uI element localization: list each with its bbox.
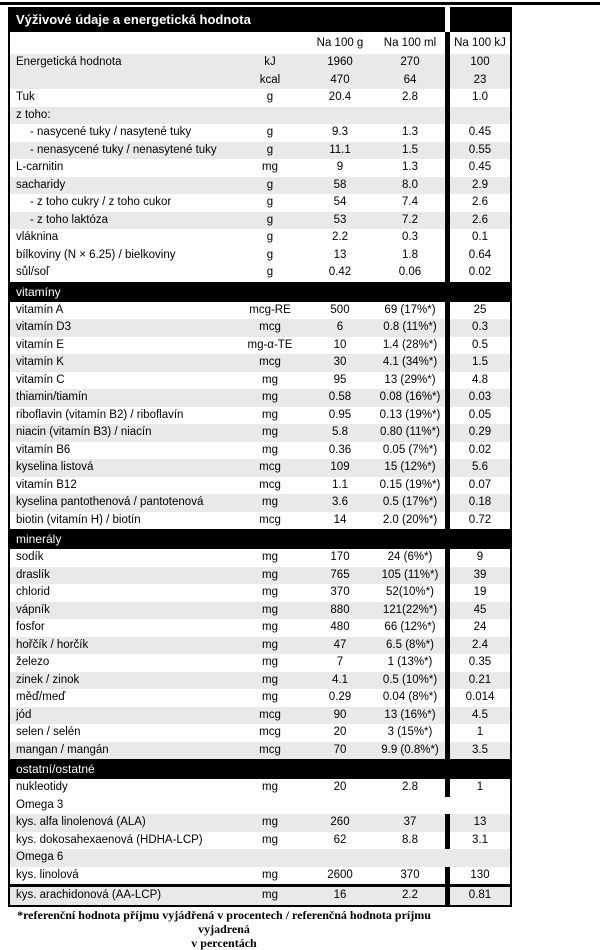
value-per-100ml: 0.8 (11%*) [383,321,437,333]
value-per-100g [305,797,375,815]
row-label: - z toho cukry / z toho cukor [30,196,172,208]
value-per-100kj: 1.0 [445,89,510,107]
value-per-100g: 0.36 [328,443,352,456]
value-per-100ml: 4.1 (34%*) [382,356,438,368]
value-per-100ml: 1.8 [402,248,418,261]
row-label: - nenasycené tuky / nenasytené tuky [30,143,217,156]
value-per-100kj: 1 [445,779,510,797]
row-unit: mcg [259,356,281,368]
row-label: sůl/soľ [16,266,50,278]
row-label: zinek / zinok [16,673,80,686]
value-per-100ml: 0.04 (8%*) [382,691,438,703]
row-label: Energetická hodnota [16,56,122,68]
value-per-100kj: 0.45 [445,159,510,177]
table-row [10,849,510,867]
row-unit-line1: kJ [264,56,276,68]
row-label: Tuk [16,91,35,103]
row-label: hořčík / horčík [16,638,89,651]
row-unit: mcg [259,461,281,473]
table-title-row [10,7,510,32]
table-row [10,247,510,265]
table-row [10,832,510,850]
value-per-100g: 90 [333,708,347,721]
row-unit: mg-α-TE [247,338,293,351]
row-label: sodík [16,551,44,563]
table-row [10,302,510,320]
value-per-100kj [445,107,510,125]
value-per-100ml: 6.5 (8%*) [386,638,434,651]
value-per-100kj: 3.5 [445,742,510,760]
row-unit: mg [262,638,278,651]
table-row [10,637,510,655]
value-per-100ml: 7.2 [402,213,418,226]
value-per-100kj [445,849,510,867]
value-per-100kj: 45 [445,602,510,620]
value-per-100ml: 24 (6%*) [387,551,433,563]
value-per-100g: 880 [330,603,350,616]
value-per-100g: 4.1 [332,673,348,686]
row-label: niacin (vitamín B3) / niacín [16,426,152,438]
row-label: vitamín B12 [16,478,77,491]
value-per-100ml: 69 (17%*) [384,303,436,316]
row-unit: mg [262,391,278,403]
value-per-100g: 109 [330,461,350,473]
row-label: kys. alfa linolenová (ALA) [16,816,146,828]
value-per-100g: 53 [333,213,347,226]
table-row [10,229,510,247]
value-per-100g: 20 [333,726,347,738]
value-per-100ml: 1.3 [402,126,418,138]
row-label: vitamín A [16,303,64,316]
title-kj-cap [450,7,510,32]
row-unit: g [266,91,274,103]
value-per-100g: 0.29 [328,691,352,703]
value-per-100g: 95 [333,373,347,386]
row-unit: g [266,178,274,191]
table-row [10,89,510,107]
footnote [0,908,448,950]
value-per-100g: 370 [330,586,350,598]
value-per-100ml: 0.13 (19%*) [379,408,441,421]
value-per-100g: 10 [333,338,347,351]
table-row [10,884,510,905]
table-row [10,264,510,282]
value-per-100ml-line1: 270 [400,56,420,68]
value-per-100kj: 0.72 [445,512,510,530]
row-label: Omega 6 [16,851,64,863]
table-row [10,689,510,707]
top-rule [0,2,600,5]
value-per-100g: 1.1 [332,478,348,491]
table-row [10,567,510,585]
row-unit: mg [262,586,278,598]
value-per-100ml: 1.4 (28%*) [382,338,438,351]
row-unit: g [266,143,274,156]
value-per-100g: 0.42 [328,266,352,278]
row-label: vitamín D3 [16,321,71,333]
table-row [10,337,510,355]
section-header: ostatní/ostatné [10,759,510,779]
value-per-100g: 3.6 [332,496,348,508]
value-per-100g: 260 [330,816,350,828]
row-unit: mg [262,781,278,793]
value-per-100ml: 9.9 (0.8%*) [381,743,439,756]
value-per-100g: 2.2 [332,231,348,243]
table-row [10,797,510,815]
table-row [10,779,510,797]
value-per-100kj: 0.1 [445,229,510,247]
value-per-100kj: 0.02 [445,264,510,282]
table-row [10,584,510,602]
value-per-100g-line1: 1960 [327,56,353,68]
table-row [10,549,510,567]
value-per-100kj: 0.21 [445,672,510,690]
value-per-100ml: 0.06 [398,266,422,278]
value-per-100g: 500 [330,303,350,316]
table-row [10,407,510,425]
value-per-100kj: 0.29 [445,424,510,442]
row-unit: mcg [259,743,281,756]
table-row [10,814,510,832]
row-label: vitamín E [16,338,64,351]
row-unit: mg [262,603,278,616]
table-row [10,319,510,337]
row-unit: mg [262,568,278,581]
table-row [10,724,510,742]
table-row [10,372,510,390]
value-per-100kj: 4.5 [445,707,510,725]
value-per-100g [305,107,375,125]
row-label: kys. dokosahexaenová (HDHA-LCP) [16,833,203,846]
value-per-100kj: 0.07 [445,477,510,495]
row-unit: mg [262,816,278,828]
row-label: thiamin/tiamín [16,391,88,403]
value-per-100kj: 39 [445,567,510,585]
row-unit: mg [262,161,278,173]
row-unit: g [266,248,274,261]
row-unit: mcg [259,708,281,721]
row-unit: mg [262,833,278,846]
value-per-100ml: 13 (16%*) [384,708,436,721]
value-per-100ml: 0.80 (11%*) [380,426,440,438]
value-per-100ml: 1.5 [402,143,418,156]
table-row [10,477,510,495]
value-per-100g: 70 [333,743,347,756]
row-unit: mg [262,673,278,686]
value-per-100kj: 2.4 [445,637,510,655]
row-label: kys. linolová [16,868,79,881]
table-body [10,54,510,905]
value-per-100ml: 2.8 [402,91,418,103]
row-label: kys. arachidonová (AA-LCP) [16,889,162,901]
value-per-100ml: 0.05 (7%*) [382,443,438,456]
row-label: vitamín B6 [16,443,71,456]
value-per-100ml: 52(10%*) [386,586,434,598]
value-per-100kj: 130 [445,867,510,885]
value-per-100kj: 0.55 [445,142,510,160]
row-label: sacharidy [16,178,66,191]
value-per-100g: 20.4 [328,91,352,103]
value-per-100kj: 24 [445,619,510,637]
value-per-100kj: 0.18 [445,494,510,512]
value-per-100g: 14 [333,513,347,526]
row-unit: mcg [259,478,281,491]
table-row [10,159,510,177]
table-row [10,177,510,195]
value-per-100ml: 8.8 [402,833,418,846]
value-per-100ml: 0.08 (16%*) [379,391,441,403]
value-per-100g: 480 [330,621,350,633]
row-unit: g [266,213,274,226]
table-row [10,212,510,230]
table-row [10,867,510,885]
row-unit: mg [262,691,278,703]
value-per-100g: 0.95 [328,408,352,421]
row-label: vláknina [16,231,59,243]
row-label: mangan / mangán [16,743,109,756]
row-unit [235,849,305,867]
row-label: L-carnitin [16,161,64,173]
row-unit [235,54,305,89]
table-row [10,494,510,512]
value-per-100ml: 0.15 (19%*) [379,478,441,491]
table-row [10,107,510,125]
value-per-100kj-line2: 23 [473,73,487,86]
row-unit: mcg-RE [249,303,291,316]
value-per-100ml: 0.5 (10%*) [382,673,438,686]
value-per-100g [305,849,375,867]
value-per-100g: 9.3 [332,126,348,138]
row-label: jód [16,708,32,721]
row-unit [235,797,305,815]
value-per-100kj: 25 [445,302,510,320]
value-per-100g: 30 [333,356,347,368]
row-unit: mg [262,408,278,421]
value-per-100ml: 2.8 [402,781,418,793]
row-unit: mg [262,889,278,901]
table-row [10,142,510,160]
value-per-100kj: 1 [445,724,510,742]
value-per-100kj: 4.8 [445,372,510,390]
nutrition-table [8,7,512,907]
value-per-100ml [375,54,445,89]
value-per-100kj: 0.03 [445,389,510,407]
row-label: - z toho laktóza [30,213,108,226]
table-row [10,672,510,690]
value-per-100ml: 0.5 (17%*) [382,496,438,508]
row-unit: mg [262,373,278,386]
value-per-100g: 47 [333,638,347,651]
value-per-100g: 170 [330,551,350,563]
value-per-100g: 11.1 [329,143,351,156]
row-label: železo [16,656,50,668]
column-header-per-100g: Na 100 g [316,37,364,49]
value-per-100kj: 0.3 [445,319,510,337]
value-per-100ml: 2.0 (20%*) [382,513,438,526]
value-per-100kj: 5.6 [445,459,510,477]
value-per-100kj-line1: 100 [470,56,490,68]
table-row [10,124,510,142]
footnote-line1: *referenční hodnota příjmu vyjádřená v procentech / referenčná hodnota príjmu vyjadrená [17,908,431,936]
row-label: vitamín C [16,373,65,386]
row-unit: mg [262,868,278,881]
row-unit: g [266,266,274,278]
row-unit: mg [262,551,278,563]
value-per-100ml-line2: 64 [403,73,417,86]
row-unit: mg [262,426,278,438]
table-row [10,602,510,620]
table-row [10,54,510,89]
table-row [10,619,510,637]
value-per-100g: 20 [333,781,347,793]
value-per-100ml: 15 (12%*) [384,461,436,473]
table-row [10,459,510,477]
row-label: nukleotidy [16,781,68,793]
value-per-100kj: 0.81 [445,887,510,905]
value-per-100kj: 0.05 [445,407,510,425]
value-per-100g: 2600 [327,868,353,881]
row-label: kyselina listová [16,461,94,473]
row-label: draslík [16,568,50,581]
row-unit: mcg [259,513,281,526]
value-per-100ml [375,849,445,867]
value-per-100g: 13 [333,248,347,261]
row-label: - nasycené tuky / nasytené tuky [30,126,192,138]
value-per-100g: 58 [333,178,347,191]
value-per-100ml: 66 (12%*) [384,621,436,633]
value-per-100kj [445,54,510,89]
value-per-100g [305,54,375,89]
value-per-100kj: 0.014 [445,689,510,707]
value-per-100g: 9 [336,161,344,173]
value-per-100kj: 0.35 [445,654,510,672]
value-per-100ml: 370 [400,868,420,881]
section-header: minerály [10,529,510,549]
value-per-100ml [375,107,445,125]
table-row [10,707,510,725]
row-label: fosfor [16,621,45,633]
row-unit: mcg [259,726,281,738]
column-header-spacer [10,32,235,54]
row-label: selen / selén [16,726,81,738]
row-label: vápník [16,603,50,616]
row-unit: g [266,126,274,138]
value-per-100g: 6 [336,321,344,333]
value-per-100ml: 1 (13%*) [387,656,433,668]
value-per-100kj: 1.5 [445,354,510,372]
row-unit: mg [262,656,278,668]
value-per-100kj: 0.5 [445,337,510,355]
row-label: z toho: [16,108,51,121]
row-label: riboflavin (vitamín B2) / riboflavín [16,408,184,421]
row-label: Omega 3 [16,798,64,811]
value-per-100ml: 0.3 [402,231,418,243]
value-per-100ml: 13 (29%*) [384,373,436,386]
row-unit: g [266,196,274,208]
value-per-100g: 5.8 [332,426,348,438]
row-unit: g [266,231,274,243]
value-per-100kj: 2.6 [445,194,510,212]
value-per-100kj [445,797,510,815]
value-per-100ml [375,797,445,815]
value-per-100g: 54 [333,196,347,208]
row-unit: mcg [259,321,281,333]
value-per-100kj: 2.6 [445,212,510,230]
value-per-100ml: 3 (15%*) [387,726,433,738]
value-per-100ml: 121(22%*) [382,603,438,616]
row-label: vitamín K [16,356,64,368]
value-per-100kj: 13 [445,814,510,832]
table-row [10,424,510,442]
row-label: chlorid [16,586,50,598]
value-per-100g-line2: 470 [330,73,350,86]
value-per-100g: 765 [330,568,350,581]
table-row [10,512,510,530]
value-per-100kj: 9 [445,549,510,567]
row-label: měď/meď [16,691,66,703]
column-header-unit-spacer [235,32,305,54]
row-label: kyselina pantothenová / pantotenová [16,496,204,508]
section-header: vitamíny [10,282,510,302]
column-header-row [10,32,510,54]
value-per-100g: 62 [333,833,347,846]
row-unit-line2: kcal [259,73,281,86]
table-row [10,742,510,760]
value-per-100ml: 2.2 [402,889,418,901]
value-per-100ml: 8.0 [402,178,418,191]
value-per-100kj: 19 [445,584,510,602]
value-per-100kj: 0.64 [445,247,510,265]
row-unit: mg [262,443,278,456]
value-per-100kj: 3.1 [445,832,510,850]
value-per-100ml: 1.3 [402,161,418,173]
column-header-per-100ml: Na 100 ml [383,37,437,49]
row-label: bílkoviny (N × 6.25) / bielkoviny [16,248,176,261]
value-per-100kj: 0.45 [445,124,510,142]
value-per-100g: 7 [336,656,344,668]
row-unit: mg [262,621,278,633]
value-per-100g: 0.58 [328,391,352,403]
table-row [10,354,510,372]
value-per-100kj: 0.02 [445,442,510,460]
value-per-100ml: 7.4 [402,196,418,208]
table-row [10,389,510,407]
value-per-100kj: 2.9 [445,177,510,195]
table-title: Výživové údaje a energetická hodnota [10,7,445,32]
table-row [10,194,510,212]
row-unit: mg [262,496,278,508]
column-header-per-100kj: Na 100 kJ [445,32,510,54]
table-row [10,654,510,672]
value-per-100g: 16 [333,889,347,901]
value-per-100ml: 105 (11%*) [381,568,439,581]
value-per-100ml: 37 [403,816,417,828]
row-unit [235,107,305,125]
footnote-line2: v percentách [191,936,257,950]
table-row [10,442,510,460]
row-label: biotin (vitamín H) / biotín [16,513,141,526]
